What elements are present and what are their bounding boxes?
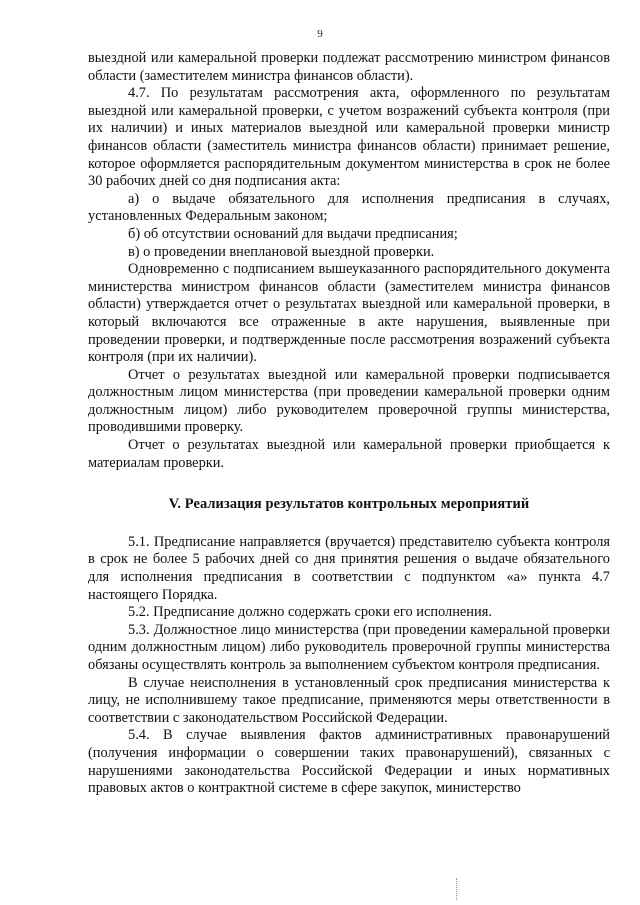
paragraph: Отчет о результатах выездной или камеральной проверки приобщается к материалам проверки. (88, 437, 610, 471)
paragraph: В случае неисполнения в установленный срок предписания министерства к лицу, не исполнившему такое предписание, применяются меры ответственности в соответствии с законодательством Российской Федерации. (88, 674, 610, 726)
paragraph-5-1: 5.1. Предписание направляется (вручается) представителю субъекта контроля в срок не более 5 рабочих дней со дня принятия решения о выдаче обязательного для исполнения предписания в соответствии с подпунктом «а» пункта 4.7 настоящего Порядка. (88, 533, 610, 603)
list-item-a: а) о выдаче обязательного для исполнения предписания в случаях, установленных Федеральным законом; (88, 190, 610, 225)
paragraph: Одновременно с подписанием вышеуказанного распорядительного документа министерства министром финансов области (заместителем министра финансов области) утверждается отчет о результатах выездной или камеральной проверки, в который включаются все отраженные в акте нарушения, выявленные при проведении проверки, и подтвержденные после рассмотрения возражений субъекта контроля (при их наличии). (88, 261, 610, 366)
section-heading: V. Реализация результатов контрольных мероприятий (168, 496, 530, 513)
paragraph-5-4: 5.4. В случае выявления фактов административных правонарушений (получения информации о совершении таких правонарушений), связанных с нарушениями законодательства Российской Федерации и иных нормативных правовых актов о контрактной системе в сфере закупок, министерство (88, 727, 610, 797)
paragraph: Отчет о результатах выездной или камеральной проверки подписывается должностным лицом министерства (при проведении камеральной проверки одним должностным лицом) либо руководителем проверочной группы министерства, проводившими проверку. (88, 366, 610, 436)
paragraph-5-2: 5.2. Предписание должно содержать сроки его исполнения. (128, 604, 492, 621)
scan-artifact (456, 878, 458, 900)
paragraph-4-7: 4.7. По результатам рассмотрения акта, оформленного по результатам выездной или камеральной проверки, с учетом возражений субъекта контроля (при их наличии) и иных материалов выездной или камеральной проверки министр финансов области (заместитель министра финансов области) принимает решение, которое оформляется распорядительным документом министерства в срок не более 30 рабочих дней со дня подписания акта: (88, 85, 610, 190)
paragraph: выездной или камеральной проверки подлежат рассмотрению министром финансов области (заместителем министра финансов области). (88, 50, 610, 84)
document-body (88, 50, 610, 798)
list-item-b: б) об отсутствии оснований для выдачи предписания; (128, 225, 458, 242)
list-item-v: в) о проведении внеплановой выездной проверки. (128, 243, 435, 260)
page-number: 9 (317, 28, 323, 40)
paragraph-5-3: 5.3. Должностное лицо министерства (при проведении камеральной проверки одним должностным лицом) либо руководитель проверочной группы министерства обязаны осуществлять контроль за выполнением субъектом контроля предписания. (88, 621, 610, 673)
